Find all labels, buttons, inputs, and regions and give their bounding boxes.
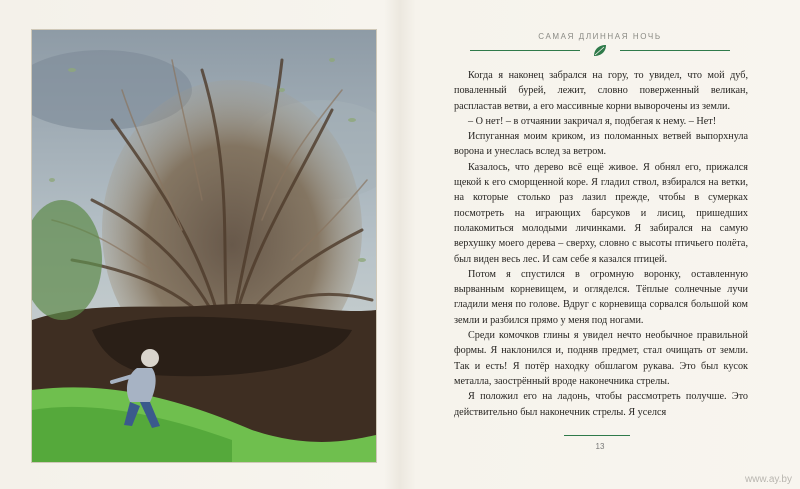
leaf-icon xyxy=(592,44,608,58)
illustration-uprooted-oak xyxy=(31,29,377,463)
paragraph: Потом я спустился в огромную воронку, оставленную вырванным корневищем, и огляделся. Тёплые солнечные лучи гладили меня по голове. Вдруг с корневища сорвался большой ком земли и разбился прямо у меня под ногами. xyxy=(454,268,748,326)
paragraph: Когда я наконец забрался на гору, то увидел, что мой дуб, поваленный бурей, лежит, словно поверженный великан, распластав ветви, а его массивные корни выворочены из земли. xyxy=(454,70,748,112)
page-number: 13 xyxy=(595,442,605,451)
watercolor-illustration xyxy=(32,30,376,462)
paragraph: Испуганная моим криком, из поломанных ветвей выпорхнула ворона и унеслась вслед за ветром. xyxy=(454,131,748,158)
paragraph: Казалось, что дерево всё ещё живое. Я обнял его, прижался щекой к его сморщенной коре. Я гладил ствол, взбирался на ветки, на которые столько раз лазил прежде, чтобы в сумерках посмотреть на играющих барсуков и лисиц, пришедших полакомиться молодыми личинками. Я забирался на самую верхушку моего дерева – сверху, словно с высоты птичьего полёта, был виден весь лес. И сам себе я казался птицей. xyxy=(454,161,748,265)
footer-rule xyxy=(564,435,630,436)
paragraph: – О нет! – в отчаянии закричал я, подбегая к нему. – Нет! xyxy=(468,115,717,127)
paragraph: Среди комочков глины я увидел нечто необычное правильной формы. Я наклонился и, подняв предмет, стал очищать от земли. Так и есть! Я потёр находку обшлагом рукава. Это был кусок металла, заострённый вроде наконечника стрелы. xyxy=(454,330,748,387)
header-ornament xyxy=(470,44,730,58)
watermark: www.ay.by xyxy=(744,474,792,485)
ornament-line-left xyxy=(470,50,580,51)
right-page xyxy=(400,0,800,489)
ornament-line-right xyxy=(620,50,730,51)
body-text xyxy=(454,68,748,420)
paragraph: Я положил его на ладонь, чтобы рассмотреть получше. Это действительно был наконечник стрелы. Я уселся xyxy=(454,391,748,418)
running-head: САМАЯ ДЛИННАЯ НОЧЬ xyxy=(538,32,662,41)
